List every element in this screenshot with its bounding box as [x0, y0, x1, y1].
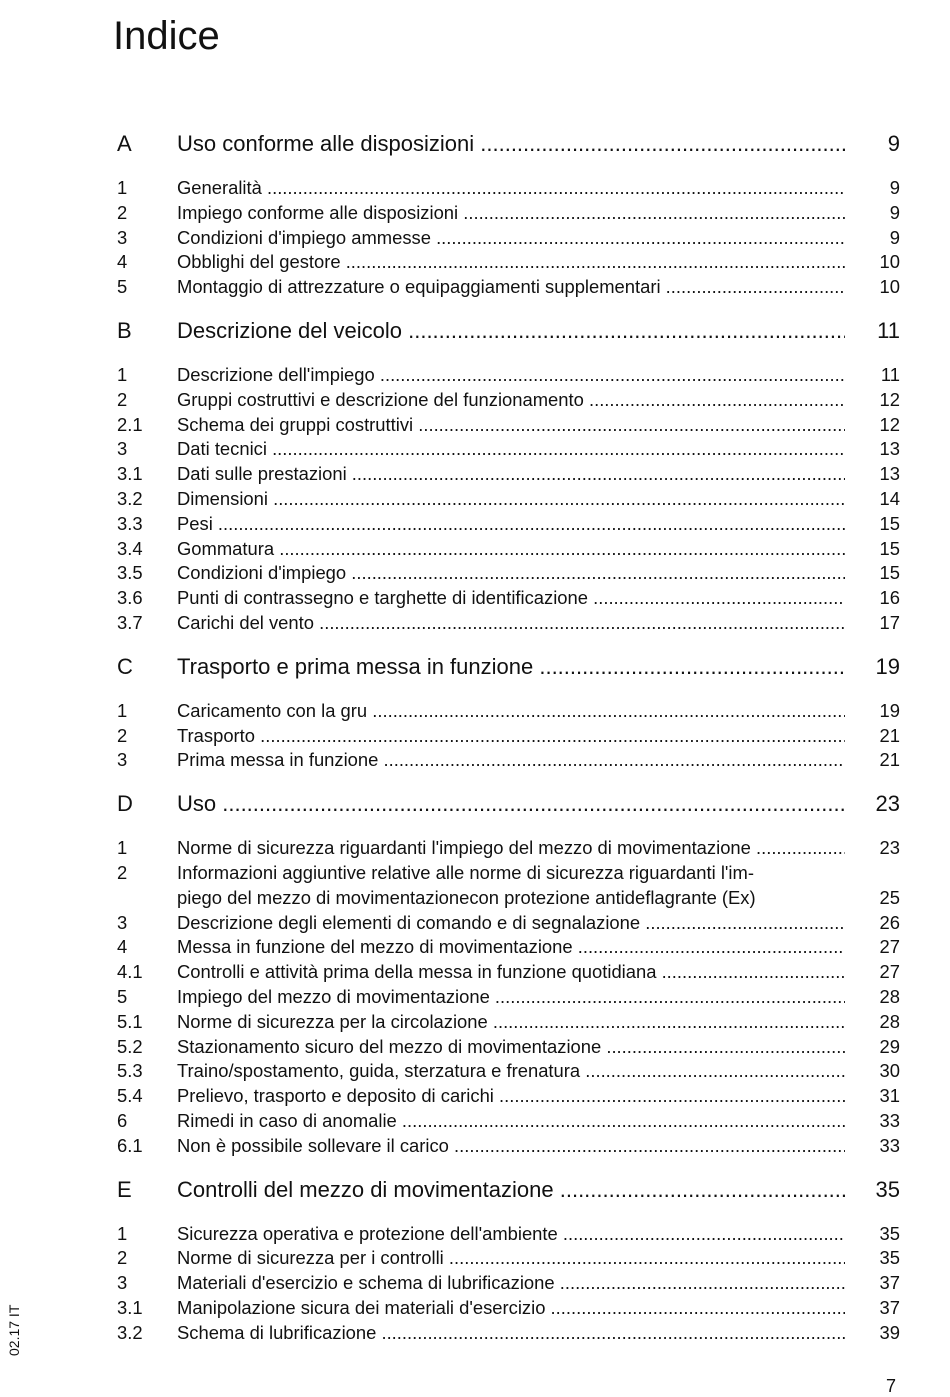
entry-page: 10: [879, 276, 900, 298]
entry-title: Impiego conforme alle disposizioni .....: [177, 201, 845, 226]
page-number: 7: [886, 1376, 897, 1396]
entry-page: 33: [879, 1134, 900, 1156]
section-page: 19: [875, 653, 900, 679]
toc-section-a[interactable]: [117, 126, 902, 162]
entry-title: Dimensioni .....: [177, 487, 845, 512]
entry-number: 3: [117, 438, 128, 460]
entry-number: 5: [117, 276, 128, 298]
entry-number: 5.3: [117, 1060, 143, 1082]
section-title: Uso conforme alle disposizioni .....: [177, 126, 845, 162]
toc-entry[interactable]: [117, 1134, 902, 1159]
section-title: Trasporto e prima messa in funzione .....: [177, 649, 845, 685]
entry-number: 5.1: [117, 1010, 143, 1032]
toc-entry[interactable]: [117, 699, 902, 724]
entry-number: 3: [117, 226, 128, 248]
toc-entry[interactable]: [117, 1271, 902, 1296]
entry-title: Schema di lubrificazione .....: [177, 1321, 845, 1346]
entry-title: Schema dei gruppi costruttivi .....: [177, 413, 845, 438]
entry-number: 1: [117, 177, 128, 198]
entry-page: 21: [879, 749, 900, 771]
entry-number: 2: [117, 861, 128, 883]
entry-page: 16: [879, 587, 900, 609]
section-letter: C: [117, 653, 133, 679]
toc-entry[interactable]: [117, 724, 902, 749]
entry-title: Sicurezza operativa e protezione dell'ambiente .....: [177, 1222, 845, 1247]
entry-page: 31: [879, 1085, 900, 1107]
toc-entry[interactable]: [117, 985, 902, 1010]
entry-title: Trasporto .....: [177, 724, 845, 749]
entry-number: 3.3: [117, 512, 143, 534]
entry-number: 2.1: [117, 413, 143, 435]
entry-page: 14: [879, 487, 900, 509]
toc-section-d[interactable]: [117, 786, 902, 822]
entry-page: 35: [879, 1222, 900, 1244]
entry-page: 17: [879, 611, 900, 633]
entry-page: 29: [879, 1035, 900, 1057]
entry-title: Gommatura .....: [177, 537, 845, 562]
toc-entry[interactable]: [117, 1035, 902, 1060]
toc-entry[interactable]: [117, 1010, 902, 1035]
section-page: 35: [875, 1176, 900, 1202]
toc-entry[interactable]: [117, 487, 902, 512]
entry-page: 25: [879, 886, 900, 908]
toc-entry[interactable]: [117, 176, 902, 201]
entry-number: 3.5: [117, 562, 143, 584]
toc-entry[interactable]: [117, 911, 902, 936]
entry-title: Norme di sicurezza riguardanti l'impiego del mezzo di movimentazione .....: [177, 836, 845, 861]
toc-entry[interactable]: [117, 1296, 902, 1321]
entry-number: 3: [117, 911, 128, 933]
entry-number: 1: [117, 1222, 128, 1244]
entry-page: 39: [879, 1321, 900, 1343]
entry-page: 26: [879, 911, 900, 933]
entry-number: 3: [117, 1272, 128, 1294]
toc-entry[interactable]: [117, 1321, 902, 1346]
entry-title: Obblighi del gestore .....: [177, 250, 845, 275]
entry-page: 11: [880, 363, 900, 385]
toc-entry[interactable]: [117, 462, 902, 487]
entry-page: 28: [879, 1010, 900, 1032]
entry-page: 15: [879, 562, 900, 584]
entry-number: 1: [117, 837, 128, 859]
toc-entry[interactable]: [117, 512, 902, 537]
entry-number: 4: [117, 936, 128, 958]
entry-title: Non è possibile sollevare il carico .....: [177, 1134, 845, 1159]
entry-number: 2: [117, 1247, 128, 1269]
entry-title-line: piego del mezzo di movimentazionecon protezione antideflagrante (Ex): [177, 886, 756, 908]
toc-entry[interactable]: [117, 935, 902, 960]
entry-number: 4: [117, 251, 128, 273]
document-code: 02.17 IT: [6, 1304, 22, 1356]
toc-entry[interactable]: [117, 1222, 902, 1247]
toc-entry[interactable]: [117, 748, 902, 773]
entry-page: 21: [879, 724, 900, 746]
entry-page: 10: [879, 251, 900, 273]
toc-entry[interactable]: [117, 537, 902, 562]
entry-page: 35: [879, 1247, 900, 1269]
toc-entry[interactable]: [117, 363, 902, 388]
entry-title: Carichi del vento .....: [177, 611, 845, 636]
entry-page: 28: [879, 985, 900, 1007]
entry-number: 5.2: [117, 1035, 143, 1057]
toc-entry[interactable]: [117, 1084, 902, 1109]
entry-number: 3.1: [117, 1296, 143, 1318]
toc-entry[interactable]: [117, 201, 902, 226]
entry-title: Descrizione dell'impiego .....: [177, 363, 845, 388]
toc-entry[interactable]: [117, 413, 902, 438]
section-letter: E: [117, 1176, 132, 1202]
section-title: Descrizione del veicolo .....: [177, 313, 845, 349]
toc-entry[interactable]: [117, 960, 902, 985]
entry-page: 23: [879, 837, 900, 859]
entry-title: Controlli e attività prima della messa in funzione quotidiana .....: [177, 960, 845, 985]
entry-title: Messa in funzione del mezzo di movimentazione .....: [177, 935, 845, 960]
entry-page: 15: [879, 537, 900, 559]
entry-page: 27: [879, 936, 900, 958]
entry-number: 3.2: [117, 487, 143, 509]
entry-title: Dati tecnici .....: [177, 437, 845, 462]
entry-number: 2: [117, 388, 128, 410]
entry-number: 4.1: [117, 961, 143, 983]
entry-page: 13: [879, 438, 900, 460]
entry-title: Gruppi costruttivi e descrizione del funzionamento .....: [177, 388, 845, 413]
section-letter: A: [117, 131, 132, 156]
section-page: 11: [877, 317, 900, 343]
entry-number: 6: [117, 1109, 128, 1131]
entry-title: Punti di contrassegno e targhette di identificazione .....: [177, 586, 845, 611]
entry-page: 15: [879, 512, 900, 534]
entry-title: Descrizione degli elementi di comando e di segnalazione .....: [177, 911, 845, 936]
entry-title-line: Informazioni aggiuntive relative alle norme di sicurezza riguardanti l'im-: [177, 861, 754, 883]
toc-entry[interactable]: [117, 1109, 902, 1134]
entry-title: Prelievo, trasporto e deposito di carichi .....: [177, 1084, 845, 1109]
entry-number: 3.4: [117, 537, 143, 559]
entry-page: 19: [879, 699, 900, 721]
page-title: Indice: [113, 14, 220, 58]
entry-number: 3: [117, 749, 128, 771]
toc-entry[interactable]: [117, 861, 902, 911]
section-page: 23: [875, 791, 900, 817]
entry-number: 6.1: [117, 1134, 143, 1156]
section-letter: D: [117, 791, 133, 817]
entry-page: 27: [879, 961, 900, 983]
toc-entry[interactable]: [117, 250, 902, 275]
entry-title: Condizioni d'impiego .....: [177, 561, 845, 586]
entry-number: 5: [117, 985, 128, 1007]
entry-title: Materiali d'esercizio e schema di lubrificazione .....: [177, 1271, 845, 1296]
toc-entry[interactable]: [117, 611, 902, 636]
entry-title: Caricamento con la gru .....: [177, 699, 845, 724]
toc-entry[interactable]: [117, 388, 902, 413]
entry-number: 2: [117, 201, 128, 223]
section-title: Controlli del mezzo di movimentazione .....: [177, 1172, 845, 1208]
toc-section-e[interactable]: [117, 1172, 902, 1208]
entry-title: Dati sulle prestazioni .....: [177, 462, 845, 487]
entry-number: 1: [117, 699, 128, 721]
entry-title: Norme di sicurezza per la circolazione .....: [177, 1010, 845, 1035]
entry-title: Manipolazione sicura dei materiali d'esercizio .....: [177, 1296, 845, 1321]
entry-page: 9: [889, 226, 900, 248]
table-of-contents: [117, 126, 902, 1345]
toc-entry[interactable]: [117, 226, 902, 251]
toc-entry[interactable]: [117, 836, 902, 861]
toc-entry[interactable]: [117, 1059, 902, 1084]
entry-title: [177, 861, 845, 911]
entry-page: 9: [889, 201, 900, 223]
entry-page: 37: [879, 1296, 900, 1318]
entry-title: Rimedi in caso di anomalie .....: [177, 1109, 845, 1134]
entry-title: Norme di sicurezza per i controlli .....: [177, 1246, 845, 1271]
toc-section-c[interactable]: [117, 649, 902, 685]
entry-title: Traino/spostamento, guida, sterzatura e frenatura .....: [177, 1059, 845, 1084]
entry-title: Montaggio di attrezzature o equipaggiamenti supplementari .....: [177, 275, 845, 300]
toc-section-b[interactable]: [117, 313, 902, 349]
entry-number: 5.4: [117, 1085, 143, 1107]
entry-page: 30: [879, 1060, 900, 1082]
entry-title: Condizioni d'impiego ammesse .....: [177, 226, 845, 251]
toc-entry[interactable]: [117, 437, 902, 462]
toc-entry[interactable]: [117, 561, 902, 586]
entry-title: Stazionamento sicuro del mezzo di movimentazione .....: [177, 1035, 845, 1060]
entry-number: 3.2: [117, 1321, 143, 1343]
entry-title: Impiego del mezzo di movimentazione .....: [177, 985, 845, 1010]
entry-number: 3.6: [117, 587, 143, 609]
entry-page: 13: [879, 463, 900, 485]
entry-page: 33: [879, 1109, 900, 1131]
entry-number: 3.1: [117, 463, 143, 485]
entry-number: 3.7: [117, 611, 143, 633]
entry-page: 37: [879, 1272, 900, 1294]
entry-number: 2: [117, 724, 128, 746]
toc-entry[interactable]: [117, 275, 902, 300]
section-page: 9: [887, 131, 900, 156]
entry-page: 12: [879, 413, 900, 435]
entry-page: 9: [889, 177, 900, 198]
entry-title: Generalità .....: [177, 176, 845, 201]
entry-title: Prima messa in funzione .....: [177, 748, 845, 773]
section-letter: B: [117, 317, 132, 343]
entry-title: Pesi .....: [177, 512, 845, 537]
section-title: Uso .....: [177, 786, 845, 822]
entry-page: 12: [879, 388, 900, 410]
entry-number: 1: [117, 363, 128, 385]
toc-entry[interactable]: [117, 586, 902, 611]
toc-entry[interactable]: [117, 1246, 902, 1271]
